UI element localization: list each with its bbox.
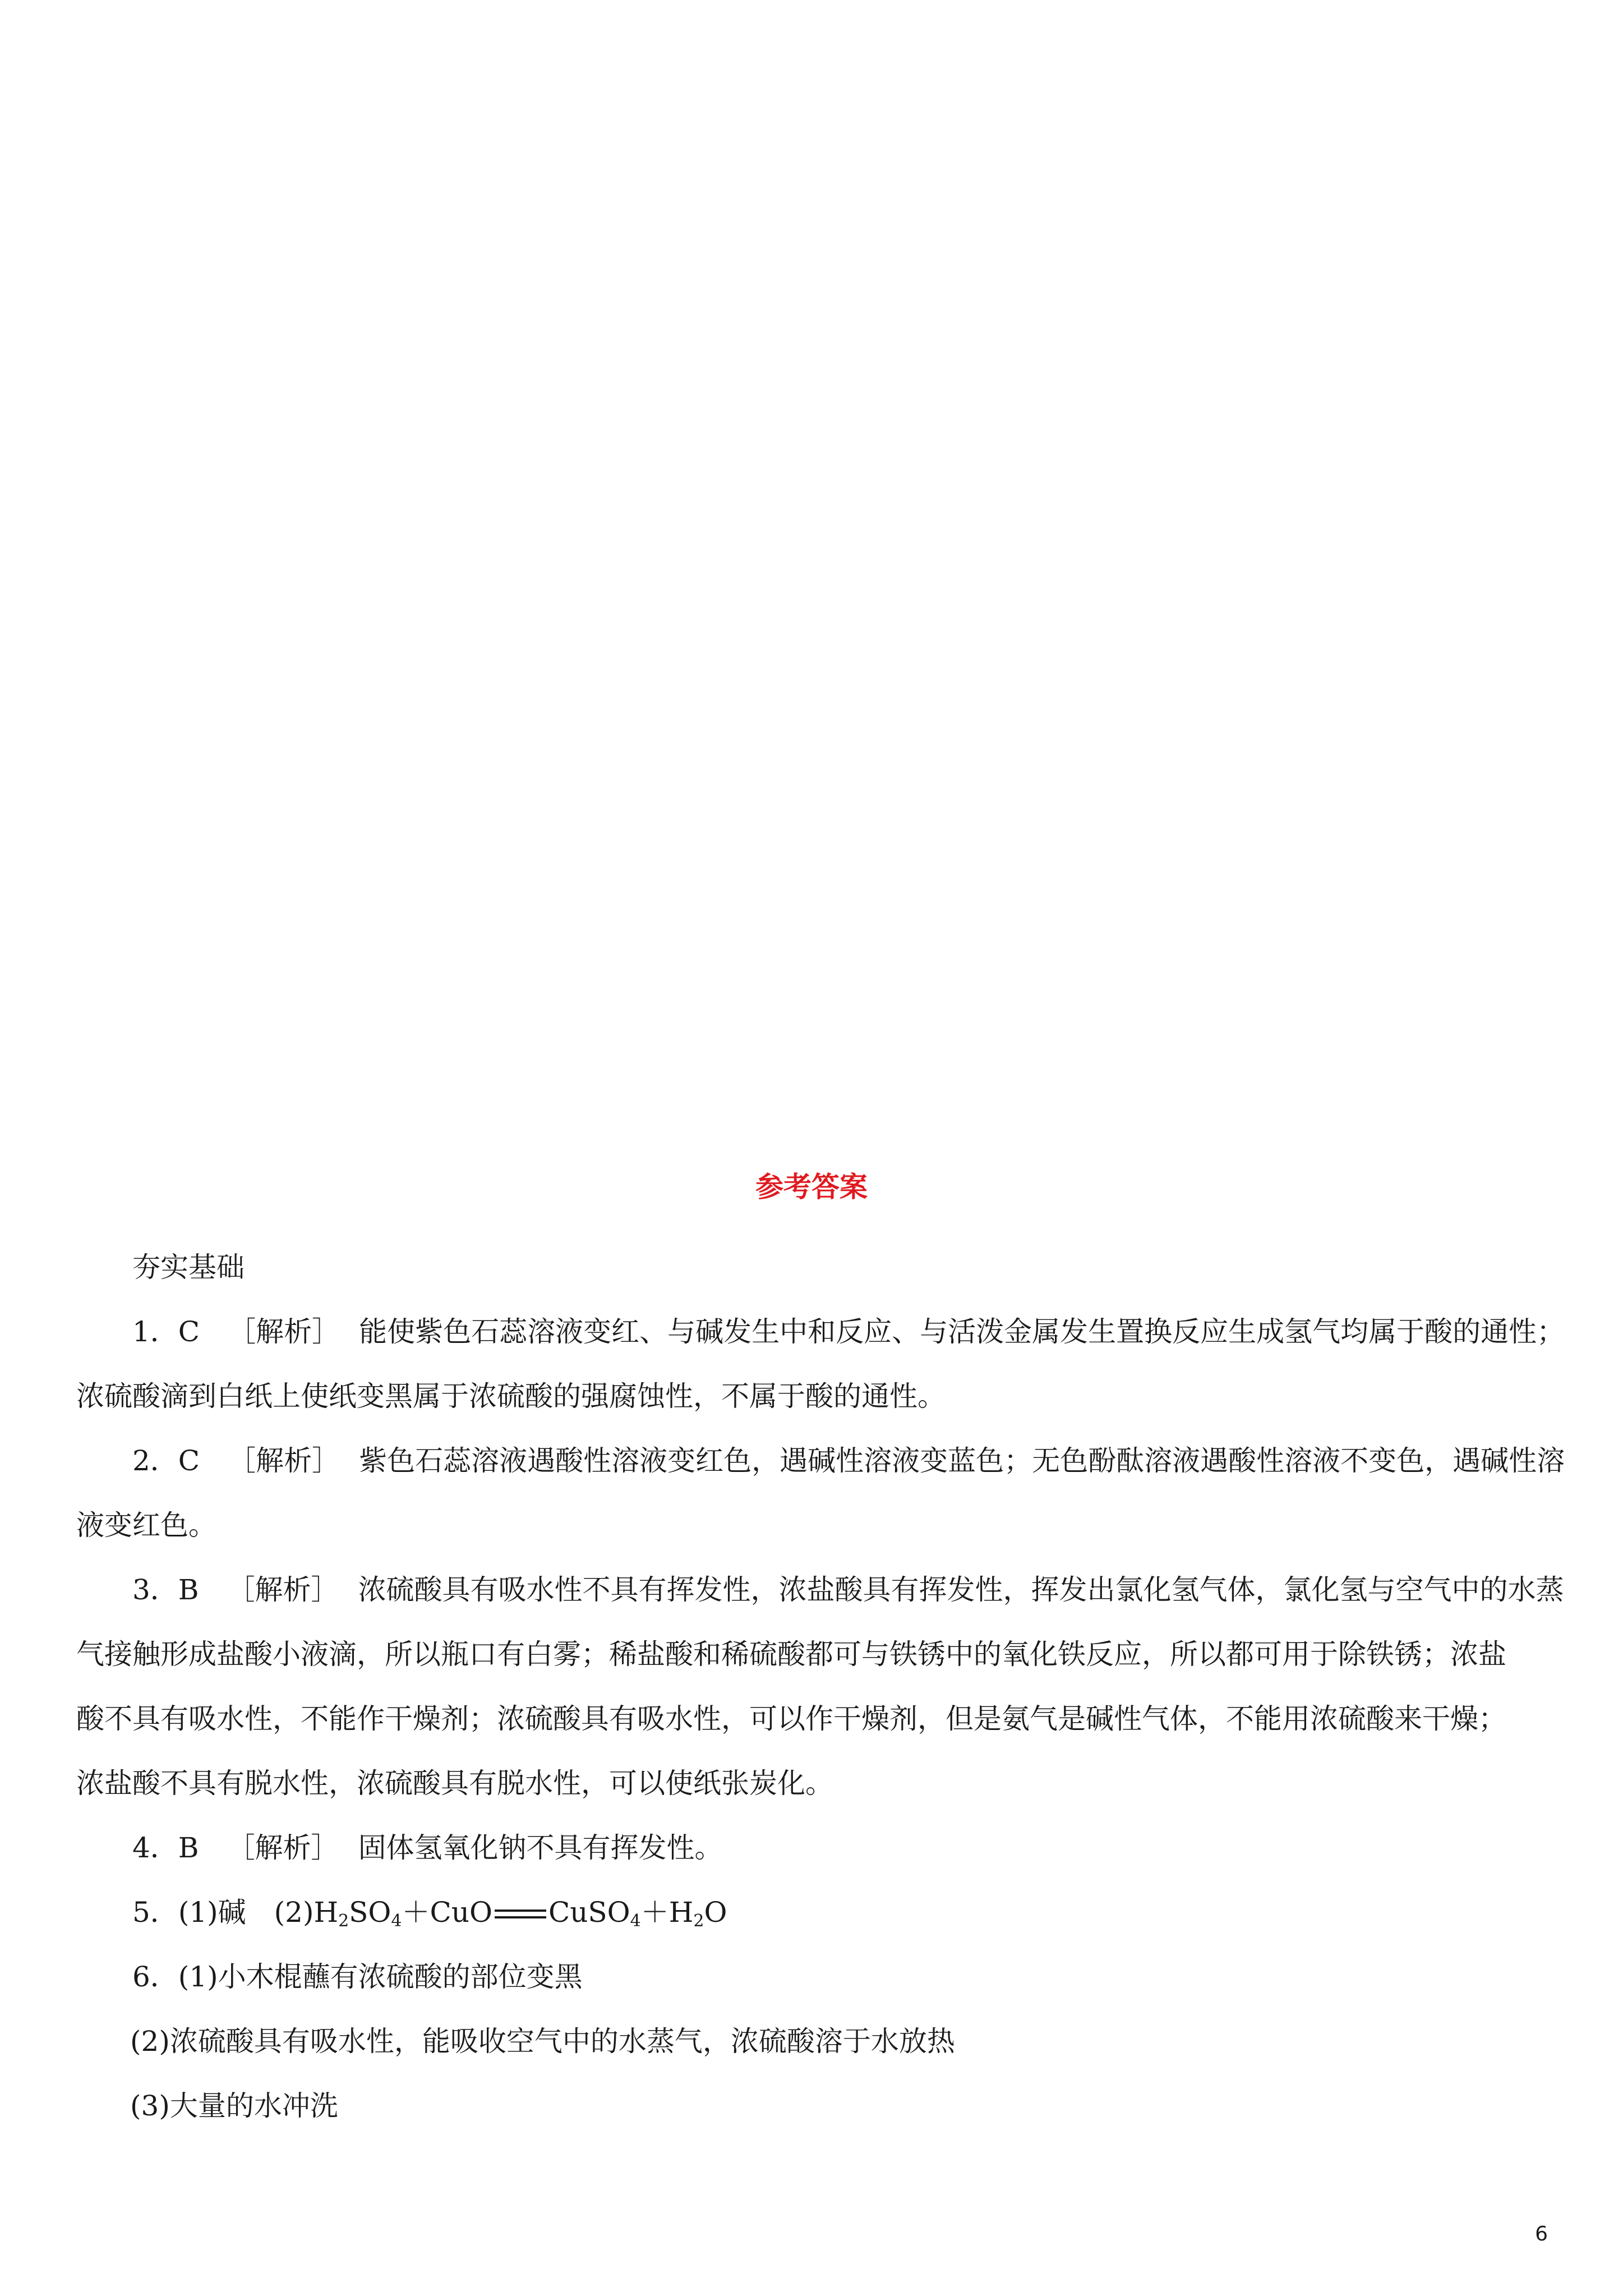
eq-plus-cuo: ＋CuO (402, 1896, 492, 1929)
answer-4-number: 4．B (132, 1832, 199, 1864)
eq-sub: 2 (693, 1911, 704, 1931)
chemical-equation (313, 1896, 727, 1929)
answer-1-text: 能使紫色石蕊溶液变红、与碱发生中和反应、与活泼金属发生置换反应生成氢气均属于酸的通性； (359, 1315, 1565, 1348)
answer-3-text: 浓硫酸具有吸水性不具有挥发性，浓盐酸具有挥发性，挥发出氯化氢气体，氯化氢与空气中的水蒸 (358, 1573, 1564, 1606)
answer-3-line-1 (76, 1558, 1564, 1622)
eq-o: O (704, 1896, 727, 1929)
page-number: 6 (1535, 2223, 1548, 2246)
answer-2-text: 紫色石蕊溶液遇酸性溶液变红色，遇碱性溶液变蓝色；无色酚酞溶液遇酸性溶液不变色，遇碱性溶 (359, 1444, 1565, 1477)
answer-3-line-2: 气接触形成盐酸小液滴，所以瓶口有白雾；稀盐酸和稀硫酸都可与铁锈中的氧化铁反应，所以都可用于除铁锈；浓盐 (76, 1638, 1506, 1671)
answer-6-line-3: (3)大量的水冲洗 (130, 2090, 338, 2122)
double-equals-sign (492, 1906, 548, 1923)
answer-4-text: 固体氢氧化钠不具有挥发性。 (358, 1832, 723, 1864)
answer-6-line-2: (2)浓硫酸具有吸水性，能吸收空气中的水蒸气，浓硫酸溶于水放热 (130, 2025, 955, 2058)
answer-3-line-3: 酸不具有吸水性，不能作干燥剂；浓硫酸具有吸水性，可以作干燥剂，但是氨气是碱性气体，不能用浓硫酸来干燥； (76, 1703, 1506, 1735)
answer-1-line-1 (76, 1300, 1565, 1364)
answer-5-part-2-label: (2) (274, 1896, 314, 1929)
answer-body (76, 1235, 1565, 2138)
answer-6-line-1: 6．(1)小木棍蘸有浓硫酸的部位变黑 (132, 1961, 583, 1993)
analysis-tag: ［解析］ (228, 1444, 340, 1477)
answer-5-line (76, 1880, 1546, 1945)
eq-cuso: CuSO (548, 1896, 630, 1929)
answer-3-line-4: 浓盐酸不具有脱水性，浓硫酸具有脱水性，可以使纸张炭化。 (76, 1767, 833, 1800)
answer-5-part-1: (1)碱 (178, 1896, 246, 1929)
eq-sub: 4 (391, 1911, 402, 1931)
answer-2-line-2: 液变红色。 (76, 1509, 216, 1542)
eq-sub: 2 (338, 1911, 349, 1931)
eq-h: H (313, 1896, 339, 1929)
section-heading: 夯实基础 (132, 1251, 245, 1283)
eq-sub: 4 (630, 1911, 641, 1931)
answer-2-line-1 (76, 1429, 1565, 1493)
answer-4-line-1 (76, 1816, 1546, 1880)
answer-1-line-2: 浓硫酸滴到白纸上使纸变黑属于浓硫酸的强腐蚀性，不属于酸的通性。 (76, 1380, 946, 1412)
analysis-tag: ［解析］ (227, 1832, 339, 1864)
eq-plus-h: ＋H (640, 1896, 694, 1929)
analysis-tag: ［解析］ (227, 1573, 339, 1606)
answer-1-number: 1．C (132, 1315, 200, 1348)
eq-so: SO (349, 1896, 391, 1929)
answer-2-number: 2．C (132, 1444, 200, 1477)
answer-3-number: 3．B (132, 1573, 199, 1606)
analysis-tag: ［解析］ (228, 1315, 340, 1348)
answer-5-number: 5． (132, 1896, 178, 1929)
answer-title: 参考答案 (755, 1171, 868, 1203)
